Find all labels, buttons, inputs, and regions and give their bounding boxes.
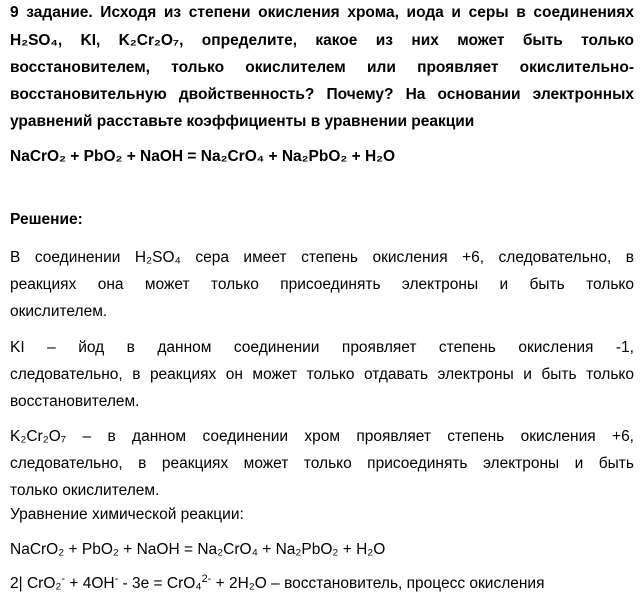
half-reaction-hydroxide: + 4OH	[65, 575, 115, 592]
solution-p3-line-3: только окислителем.	[10, 482, 160, 499]
half-reaction-rest: + 2H₂O – восстановитель, процесс окисления	[211, 575, 545, 592]
half-reaction-lhs-charge: -	[61, 573, 66, 586]
solution-p1-line-3: окислителем.	[10, 303, 108, 320]
solution-p3-line-2: следовательно, в реакциях может только присоединять электроны и быть	[10, 455, 634, 472]
half-reaction-coef: 2|	[10, 575, 23, 592]
half-reaction-lhs-ion: CrO₂	[26, 575, 62, 592]
task-line-1: 9 задание. Исходя из степени окисления хрома, иода и серы в соединениях	[10, 4, 634, 21]
half-reaction-electrons: - 3e = CrO₄	[118, 575, 202, 592]
task-line-3: восстановителем, только окислителем или проявляет окислительно-	[10, 59, 634, 76]
solution-p2-line-1: KI – йод в данном соединении проявляет степень окисления -1,	[10, 339, 634, 356]
task-line-4: восстановительную двойственность? Почему? На основании электронных	[10, 86, 634, 103]
solution-equation: NaCrO₂ + PbO₂ + NaOH = Na₂CrO₄ + Na₂PbO₂ + H₂O	[10, 541, 386, 558]
solution-p1-line-1: В соединении H₂SO₄ сера имеет степень окисления +6, следовательно, в	[10, 249, 634, 266]
task-line-5: уравнений расставьте коэффициенты в уравнении реакции	[10, 113, 475, 130]
task-equation: NaCrO₂ + PbO₂ + NaOH = Na₂CrO₄ + Na₂PbO₂ + H₂O	[10, 148, 396, 165]
solution-p2-line-3: восстановителем.	[10, 393, 140, 410]
solution-p1-line-2: реакциях она может только присоединять электроны и быть только	[10, 276, 634, 293]
half-reaction-oh-charge: -	[114, 573, 119, 586]
solution-p2-line-2: следовательно, в реакциях он может только отдавать электроны и быть только	[10, 366, 634, 383]
half-reaction-product-charge: 2-	[201, 573, 212, 586]
equation-label: Уравнение химической реакции:	[10, 506, 244, 523]
solution-p3-line-1: K₂Cr₂O₇ – в данном соединении хром проявляет степень окисления +6,	[10, 428, 634, 445]
half-reaction	[10, 574, 634, 593]
solution-heading: Решение:	[10, 211, 83, 228]
task-line-2: H₂SO₄, KI, K₂Cr₂O₇, определите, какое из них может быть только	[10, 32, 634, 49]
